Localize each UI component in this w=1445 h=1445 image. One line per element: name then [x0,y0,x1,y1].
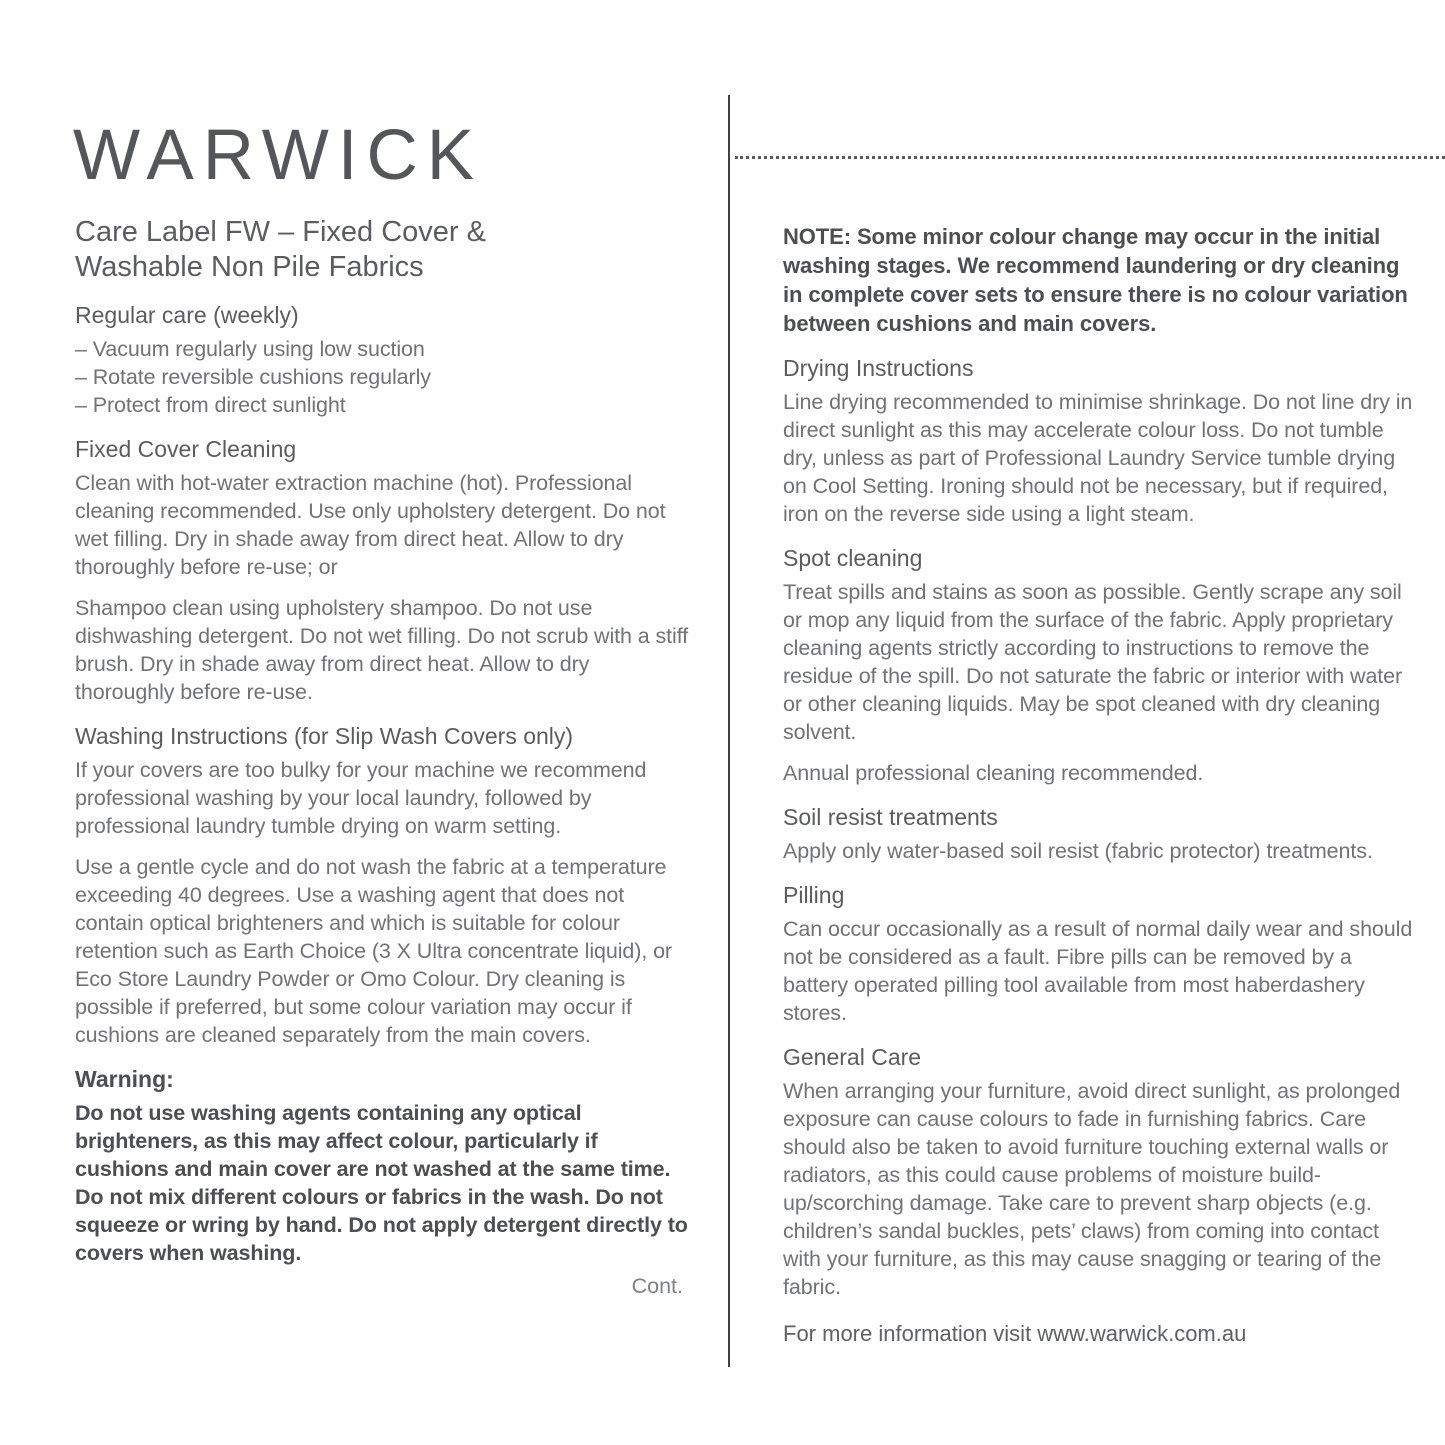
fixed-cover-cleaning-heading: Fixed Cover Cleaning [75,436,297,462]
regular-care-heading: Regular care (weekly) [75,302,299,328]
note-para: NOTE: Some minor colour change may occur in the initial washing stages. We recommend laundering or dry cleaning in complete cover sets to ensure there is no colour variation between cushions and main covers. [783,224,1408,336]
page-title-line1: Care Label FW – Fixed Cover & [75,216,486,248]
page-title [75,215,689,285]
section-spot-cleaning [783,543,1415,787]
warwick-logo: WARWICK [73,116,484,195]
warning-heading: Warning: [75,1066,174,1092]
right-column [783,222,1415,1348]
dotted-separator-line [735,156,1445,159]
washing-instructions-para1: If your covers are too bulky for your machine we recommend professional washing by your local laundry, followed by professional laundry tumble drying on warm setting. [75,758,647,838]
section-fixed-cover-cleaning [75,434,689,706]
list-item: – Vacuum regularly using low suction [75,337,425,361]
page-title-line2: Washable Non Pile Fabrics [75,251,424,283]
more-info-text: For more information visit www.warwick.com.au [783,1321,1247,1346]
fixed-cover-cleaning-para1: Clean with hot-water extraction machine (hot). Professional cleaning recommended. Use only upholstery detergent. Do not wet filling. Dry in shade away from direct heat. Allow to dry thoroughly before re-use; or [75,471,666,579]
spot-cleaning-para2: Annual professional cleaning recommended. [783,761,1204,785]
spot-cleaning-heading: Spot cleaning [783,545,923,571]
washing-instructions-para2: Use a gentle cycle and do not wash the fabric at a temperature exceeding 40 degrees. Use a washing agent that does not contain optical brighteners and which is suitable for colour retention such as Earth Choice (3 X Ultra concentrate liquid), or Eco Store Laundry Powder or Omo Colour. Dry cleaning is possible if preferred, but some colour variation may occur if cushions are cleaned separately from the main covers. [75,855,672,1047]
washing-instructions-heading: Washing Instructions (for Slip Wash Covers only) [75,723,574,749]
regular-care-list [75,335,689,419]
section-regular-care [75,300,689,419]
section-warning [75,1064,689,1267]
soil-resist-para: Apply only water-based soil resist (fabric protector) treatments. [783,839,1373,863]
drying-instructions-para: Line drying recommended to minimise shrinkage. Do not line dry in direct sunlight as this may accelerate colour loss. Do not tumble dry, unless as part of Professional Laundry Service tumble drying on Cool Setting. Ironing should not be necessary, but if required, iron on the reverse side using a light steam. [783,390,1413,526]
pilling-para: Can occur occasionally as a result of normal daily wear and should not be considered as a fault. Fibre pills can be removed by a battery operated pilling tool available from most haberdashery stores. [783,917,1413,1025]
warning-para: Do not use washing agents containing any optical brighteners, as this may affect colour, particularly if cushions and main cover are not washed at the same time. Do not mix different colours or fabrics in the wash. Do not squeeze or wring by hand. Do not apply detergent directly to covers when washing. [75,1101,688,1265]
continuation-label: Cont. [631,1274,683,1298]
section-soil-resist [783,802,1415,865]
section-washing-instructions [75,721,689,1049]
list-item: – Protect from direct sunlight [75,393,346,417]
list-item: – Rotate reversible cushions regularly [75,365,431,389]
section-general-care [783,1042,1415,1301]
pilling-heading: Pilling [783,882,845,908]
general-care-para: When arranging your furniture, avoid direct sunlight, as prolonged exposure can cause colours to fade in furnishing fabrics. Care should also be taken to avoid furniture touching external walls or radiators, as this could cause problems of moisture build-up/scorching damage. Take care to prevent sharp objects (e.g. children’s sandal buckles, pets’ claws) from coming into contact with your furniture, as this may cause snagging or tearing of the fabric. [783,1079,1401,1299]
soil-resist-heading: Soil resist treatments [783,804,998,830]
spot-cleaning-para1: Treat spills and stains as soon as possible. Gently scrape any soil or mop any liquid from the surface of the fabric. Apply proprietary cleaning agents strictly according to instructions to remove the residue of the spill. Do not saturate the fabric or interior with water or other cleaning liquids. May be spot cleaned with dry cleaning solvent. [783,580,1403,744]
fixed-cover-cleaning-para2: Shampoo clean using upholstery shampoo. Do not use dishwashing detergent. Do not wet filling. Do not scrub with a stiff brush. Dry in shade away from direct heat. Allow to dry thoroughly before re-use. [75,596,689,704]
section-pilling [783,880,1415,1027]
column-divider-line [728,95,730,1367]
drying-instructions-heading: Drying Instructions [783,355,974,381]
left-column [73,116,689,1299]
section-drying-instructions [783,353,1415,528]
general-care-heading: General Care [783,1044,922,1070]
